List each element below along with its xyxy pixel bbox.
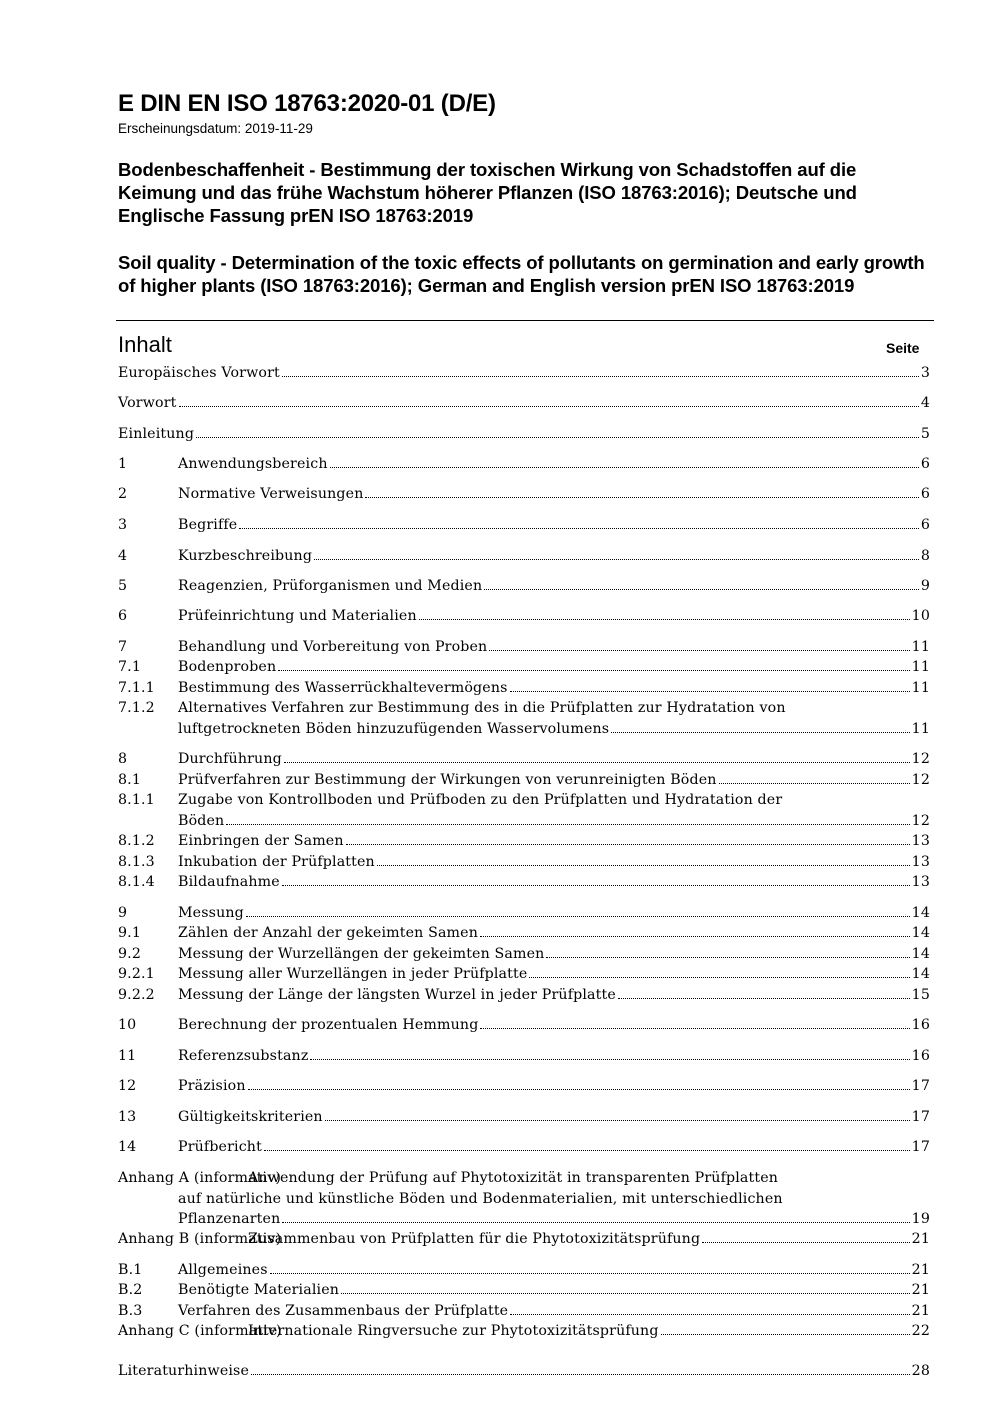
toc-leader-dots: [529, 977, 909, 978]
toc-leader-dots: [282, 376, 919, 377]
toc-entry-number: 9.2: [118, 946, 142, 962]
toc-entry-number: 8.1.2: [118, 833, 155, 849]
toc-entry-title: Prüfbericht: [178, 1139, 262, 1155]
toc-entry-number: 9.2.1: [118, 966, 155, 982]
toc-leader-dots: [251, 1374, 910, 1375]
toc-leader-dots: [510, 691, 910, 692]
toc-leader-dots: [510, 1314, 909, 1315]
toc-entry-number: 3: [118, 517, 128, 533]
toc-page-number: 12: [911, 812, 930, 829]
toc-leader-dots: [341, 1293, 910, 1294]
toc-entry[interactable]: [118, 852, 930, 873]
toc-entry-number: 1: [118, 456, 128, 472]
toc-leader-dots: [365, 497, 918, 498]
toc-entry-number: 11: [118, 1048, 137, 1064]
toc-entry-number: 8: [118, 751, 128, 767]
toc-leader-dots: [325, 1120, 910, 1121]
toc-leader-dots: [618, 998, 910, 999]
toc-leader-dots: [546, 957, 909, 958]
toc-page-number: 22: [911, 1323, 930, 1339]
toc-leader-dots: [246, 916, 910, 917]
toc-leader-dots: [489, 650, 909, 651]
toc-entry[interactable]: [118, 1168, 930, 1230]
toc-entry-title: Durchführung: [178, 751, 282, 767]
toc-entry-title: Messung der Länge der längsten Wurzel in jeder Prüfplatte: [178, 987, 616, 1003]
toc-entry-title: Verfahren des Zusammenbaus der Prüfplatte: [178, 1303, 509, 1319]
toc-entry-number: 7.1.1: [118, 680, 155, 696]
toc-entry-number: 2: [118, 486, 128, 502]
toc-entry-number: B.3: [118, 1303, 143, 1319]
toc-entry-title: Zählen der Anzahl der gekeimten Samen: [178, 925, 478, 941]
toc-leader-dots: [284, 762, 910, 763]
toc-entry[interactable]: [118, 657, 930, 678]
toc-entry[interactable]: [118, 393, 930, 414]
toc-leader-dots: [611, 732, 909, 733]
toc-page-number: 21: [911, 1231, 930, 1247]
toc-leader-dots: [282, 1222, 909, 1223]
toc-entry-number: 6: [118, 608, 128, 624]
toc-page-number: 21: [911, 1282, 930, 1298]
toc-leader-dots: [719, 783, 910, 784]
toc-page-number: 13: [911, 833, 930, 849]
toc-page-number: 4: [920, 395, 930, 411]
toc-entry[interactable]: [118, 1361, 930, 1382]
toc-entry[interactable]: [118, 1280, 930, 1301]
toc-leader-dots: [661, 1334, 910, 1335]
toc-entry-title: Zusammenbau von Prüfplatten für die Phytotoxizitätsprüfung: [248, 1231, 701, 1247]
toc-entry-number: Anhang C (informativ): [118, 1323, 282, 1339]
toc-entry-title: Einleitung: [118, 426, 195, 442]
toc-page-number: 16: [911, 1048, 930, 1064]
toc-entry-number: 10: [118, 1017, 137, 1033]
publication-date: Erscheinungsdatum: 2019-11-29: [118, 121, 313, 136]
toc-entry[interactable]: [118, 576, 930, 597]
toc-leader-dots: [480, 936, 910, 937]
toc-entry[interactable]: [118, 1260, 930, 1281]
toc-leader-dots: [239, 528, 918, 529]
toc-leader-dots: [270, 1273, 910, 1274]
toc-entry-number: 9: [118, 905, 128, 921]
toc-entry[interactable]: [118, 903, 930, 924]
toc-page-number: 12: [911, 751, 930, 767]
toc-entry-title: Allgemeines: [178, 1262, 268, 1278]
toc-entry[interactable]: [118, 424, 930, 445]
toc-entry[interactable]: [118, 484, 930, 505]
toc-page-number: 6: [920, 486, 930, 502]
toc-entry-number: 9.2.2: [118, 987, 155, 1003]
toc-page-number: 14: [911, 966, 930, 982]
toc-entry-number: 4: [118, 548, 128, 564]
title-english: Soil quality - Determination of the toxic effects of pollutants on germination and early growth of higher plants (ISO 18763:2016); German and English version prEN ISO 18763:2019: [118, 252, 925, 296]
toc-entry-number: 9.1: [118, 925, 142, 941]
toc-entry-number: 8.1: [118, 772, 142, 788]
toc-leader-dots: [196, 437, 919, 438]
toc-leader-dots: [702, 1242, 909, 1243]
toc-entry-title: Anwendungsbereich: [178, 456, 328, 472]
toc-entry-title: Vorwort: [118, 395, 177, 411]
toc-entry-title: luftgetrockneten Böden hinzuzufügenden Wasservolumens: [178, 720, 610, 737]
toc-entry-title: Messung: [178, 905, 244, 921]
toc-entry-number: 7.1: [118, 659, 142, 675]
toc-entry-title: Alternatives Verfahren zur Bestimmung des in die Prüfplatten zur Hydratation von: [178, 700, 786, 716]
toc-page-number: 11: [911, 680, 930, 696]
toc-entry-title: Behandlung und Vorbereitung von Proben: [178, 639, 488, 655]
toc-page-number: 3: [920, 365, 930, 381]
toc-page-number: 6: [920, 517, 930, 533]
toc-entry[interactable]: [118, 1301, 930, 1322]
toc-entry-title: Bodenproben: [178, 659, 277, 675]
toc-leader-dots: [330, 467, 919, 468]
toc-page-number: 8: [920, 548, 930, 564]
toc-entry[interactable]: [118, 872, 930, 893]
toc-leader-dots: [264, 1150, 910, 1151]
toc-page-number: 16: [911, 1017, 930, 1033]
toc-entry-title: Einbringen der Samen: [178, 833, 344, 849]
toc-entry[interactable]: [118, 637, 930, 658]
toc-entry-number: B.2: [118, 1282, 143, 1298]
toc-page-number: 19: [911, 1211, 930, 1227]
toc-entry[interactable]: [118, 831, 930, 852]
toc-entry-title: Literaturhinweise: [118, 1363, 250, 1379]
toc-page-number: 11: [911, 639, 930, 655]
toc-entry-title: Europäisches Vorwort: [118, 365, 280, 381]
toc-page-number: 17: [911, 1109, 930, 1125]
toc-entry-title: Messung der Wurzellängen der gekeimten Samen: [178, 946, 545, 962]
toc-leader-dots: [310, 1059, 909, 1060]
toc-entry-title: Begriffe: [178, 517, 238, 533]
toc-leader-dots: [314, 559, 919, 560]
toc-entry[interactable]: [118, 923, 930, 944]
toc-page-number: 12: [911, 772, 930, 788]
toc-entry[interactable]: [118, 1137, 930, 1158]
toc-page-number: 10: [911, 608, 930, 624]
toc-page-number: 21: [911, 1262, 930, 1278]
toc-entry[interactable]: [118, 944, 930, 965]
toc-page-number: 13: [911, 874, 930, 890]
toc-leader-dots: [226, 824, 909, 825]
toc-entry[interactable]: [118, 1229, 930, 1250]
toc-entry-title: Präzision: [178, 1078, 246, 1094]
toc-entry-number: 7: [118, 639, 128, 655]
toc-page-number: 9: [920, 578, 930, 594]
toc-page-number: 11: [911, 659, 930, 675]
document-id: E DIN EN ISO 18763:2020-01 (D/E): [118, 90, 496, 117]
toc-entry[interactable]: [118, 749, 930, 770]
toc-entry-title: Benötigte Materialien: [178, 1282, 340, 1298]
toc-entry[interactable]: [118, 606, 930, 627]
toc-entry[interactable]: [118, 1107, 930, 1128]
toc-leader-dots: [480, 1028, 909, 1029]
toc-page-number: 14: [911, 946, 930, 962]
toc-entry-title: Kurzbeschreibung: [178, 548, 313, 564]
toc-entry[interactable]: [118, 790, 930, 831]
toc-entry-number: 14: [118, 1139, 137, 1155]
toc-entry-title: Internationale Ringversuche zur Phytotoxizitätsprüfung: [248, 1323, 659, 1339]
toc-entry-number: B.1: [118, 1262, 143, 1278]
toc-entry-title: Pflanzenarten: [178, 1211, 281, 1227]
toc-leader-dots: [346, 844, 910, 845]
toc-page-number: 5: [920, 426, 930, 442]
toc-entry-number: 12: [118, 1078, 137, 1094]
toc-entry-title: Berechnung der prozentualen Hemmung: [178, 1017, 479, 1033]
toc-entry-title: Referenzsubstanz: [178, 1048, 309, 1064]
toc-entry[interactable]: [118, 985, 930, 1006]
toc-entry-title: Anwendung der Prüfung auf Phytotoxizität in transparenten Prüfplatten: [248, 1170, 779, 1186]
toc-entry-title: Messung aller Wurzellängen in jeder Prüfplatte: [178, 966, 528, 982]
toc-page-number: 13: [911, 854, 930, 870]
toc-entry-number: Anhang B (informativ): [118, 1231, 282, 1247]
toc-leader-dots: [484, 589, 919, 590]
toc-entry[interactable]: [118, 454, 930, 475]
toc-leader-dots: [282, 885, 910, 886]
toc-page-column-label: Seite: [886, 340, 920, 356]
toc-entry-title: Normative Verweisungen: [178, 486, 364, 502]
toc-leader-dots: [419, 619, 910, 620]
toc-heading: Inhalt: [118, 332, 172, 357]
toc-entry-number: 5: [118, 578, 128, 594]
toc-entry-number: 7.1.2: [118, 700, 155, 716]
toc-entry-title: Inkubation der Prüfplatten: [178, 854, 375, 870]
toc-leader-dots: [278, 670, 909, 671]
toc-entry-number: 13: [118, 1109, 137, 1125]
toc-entry[interactable]: [118, 1015, 930, 1036]
toc-entry[interactable]: [118, 1046, 930, 1067]
toc-entry-number: 8.1.4: [118, 874, 155, 890]
toc-leader-dots: [179, 406, 919, 407]
toc-entry-title: Gültigkeitskriterien: [178, 1109, 323, 1125]
title-german: Bodenbeschaffenheit - Bestimmung der toxischen Wirkung von Schadstoffen auf die Keimung und das frühe Wachstum höherer Pflanzen (ISO 18763:2016); Deutsche und Englische Fassung prEN ISO 18763:2019: [118, 159, 857, 226]
toc-entry-title: Zugabe von Kontrollboden und Prüfboden zu den Prüfplatten und Hydratation der: [178, 792, 783, 808]
toc-entry-number: 8.1.3: [118, 854, 155, 870]
toc-entry-number: 8.1.1: [118, 792, 155, 808]
toc-entry[interactable]: [118, 1076, 930, 1097]
toc-entry-title: Prüfverfahren zur Bestimmung der Wirkungen von verunreinigten Böden: [178, 772, 717, 788]
toc-entry-title: Bestimmung des Wasserrückhaltevermögens: [178, 680, 508, 696]
toc-entry[interactable]: [118, 964, 930, 985]
toc-page-number: 21: [911, 1303, 930, 1319]
toc-entry[interactable]: [118, 770, 930, 791]
toc-leader-dots: [248, 1089, 910, 1090]
toc-page-number: 6: [920, 456, 930, 472]
toc-entry-title: Böden: [178, 812, 225, 829]
toc-entry-title: auf natürliche und künstliche Böden und Bodenmaterialien, mit unterschiedlichen: [178, 1190, 783, 1207]
toc-page-number: 14: [911, 905, 930, 921]
toc-entry[interactable]: [118, 1321, 930, 1342]
toc-leader-dots: [377, 865, 910, 866]
toc-page-number: 11: [911, 720, 930, 737]
header-divider: [116, 320, 934, 321]
toc-entry[interactable]: [118, 678, 930, 699]
toc-entry-title: Bildaufnahme: [178, 874, 280, 890]
toc-page-number: 28: [911, 1363, 930, 1379]
toc-page-number: 17: [911, 1078, 930, 1094]
toc-page-number: 14: [911, 925, 930, 941]
toc-entry-title: Reagenzien, Prüforganismen und Medien: [178, 578, 483, 594]
toc-entry-title: Prüfeinrichtung und Materialien: [178, 608, 417, 624]
toc-entry[interactable]: [118, 515, 930, 536]
toc-entry[interactable]: [118, 546, 930, 567]
toc-entry-number: Anhang A (informativ): [118, 1170, 282, 1186]
toc-page-number: 17: [911, 1139, 930, 1155]
toc-page-number: 15: [911, 987, 930, 1003]
toc-entry[interactable]: [118, 363, 930, 384]
toc-entry[interactable]: [118, 698, 930, 739]
